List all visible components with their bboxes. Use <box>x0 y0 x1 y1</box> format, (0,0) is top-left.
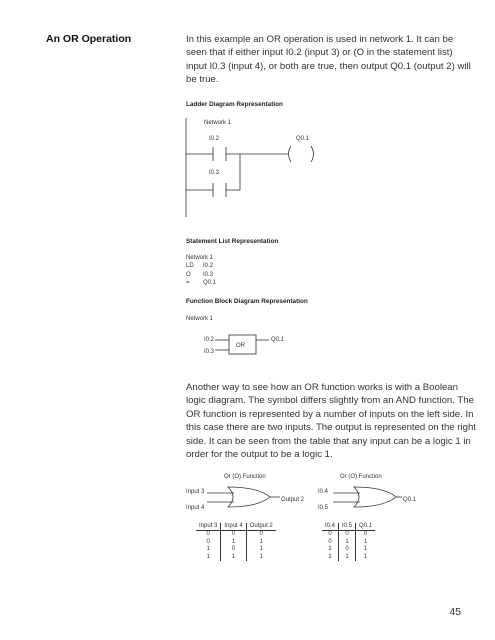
gate-right-title: Or (O) Function <box>340 474 382 480</box>
table-row: 0 1 1 <box>322 539 375 547</box>
table-row: 1 1 1 <box>322 554 375 562</box>
section-heading: An OR Operation <box>46 33 132 45</box>
ladder-contact1-label: I0.2 <box>209 136 220 142</box>
table-header-row <box>322 523 375 531</box>
fbd-input1-label: I0.2 <box>204 337 215 343</box>
column-header: Input 4 <box>221 523 246 531</box>
gate-right-output: Q0.1 <box>403 497 417 503</box>
ladder-contact2-label: I0.3 <box>209 170 220 176</box>
boolean-paragraph: Another way to see how an OR function works is with a Boolean logic diagram. The symbol differs slightly from an AND function. The OR function is represented by a number of inputs on the left side. In this case there are two inputs. The output is represented on the right side. It can be seen from the table that any input can be a logic 1 in order for the output to be a logic 1. <box>186 382 476 461</box>
stl-row: = Q0.1 <box>186 280 217 287</box>
column-header: I0.5 <box>339 523 356 531</box>
gate-left-title: Or (O) Function <box>224 474 266 480</box>
truth-table-left <box>196 523 276 561</box>
gate-left-input-b: Input 4 <box>186 505 205 511</box>
column-header: Input 3 <box>196 523 221 531</box>
table-row: 0 0 0 <box>196 531 276 539</box>
gate-right-input-b: I0.5 <box>318 505 329 511</box>
fbd-output-label: Q0.1 <box>271 337 285 343</box>
ladder-title: Ladder Diagram Representation <box>186 101 283 108</box>
ladder-coil-label: Q0.1 <box>296 136 310 142</box>
column-header: Output 2 <box>246 523 276 531</box>
gate-left-input-a: Input 3 <box>186 489 205 495</box>
stl-network-label: Network 1 <box>186 255 214 261</box>
or-gate-right-symbol <box>354 487 396 507</box>
stl-title: Statement List Representation <box>186 238 279 245</box>
or-gate-left-symbol <box>228 487 270 507</box>
page-number: 45 <box>449 606 461 618</box>
fbd-input2-label: I0.3 <box>204 349 215 355</box>
fbd-block-label: OR <box>236 343 245 349</box>
stl-row: LD I0.2 <box>186 263 214 270</box>
column-header: Q0.1 <box>356 523 376 531</box>
table-header-row <box>196 523 276 531</box>
table-row: 1 0 1 <box>196 546 276 554</box>
table-row: 1 1 1 <box>196 554 276 562</box>
table-row: 0 0 0 <box>322 531 375 539</box>
fbd-network-label: Network 1 <box>186 316 214 322</box>
column-header: I0.4 <box>322 523 339 531</box>
fbd-title: Function Block Diagram Representation <box>186 298 308 305</box>
truth-table-right <box>322 523 375 561</box>
ladder-network-label: Network 1 <box>204 120 232 126</box>
table-row: 0 1 1 <box>196 539 276 547</box>
table-row: 1 0 1 <box>322 546 375 554</box>
gate-left-output: Output 2 <box>281 497 305 503</box>
stl-row: O I0.3 <box>186 271 214 278</box>
intro-paragraph: In this example an OR operation is used in network 1. It can be seen that if either input I0.2 (input 3) or (O in the statement list) input I0.3 (input 4), or both are true, then output Q0.1 (output 2) will be true. <box>186 34 471 86</box>
gate-right-input-a: I0.4 <box>318 489 329 495</box>
